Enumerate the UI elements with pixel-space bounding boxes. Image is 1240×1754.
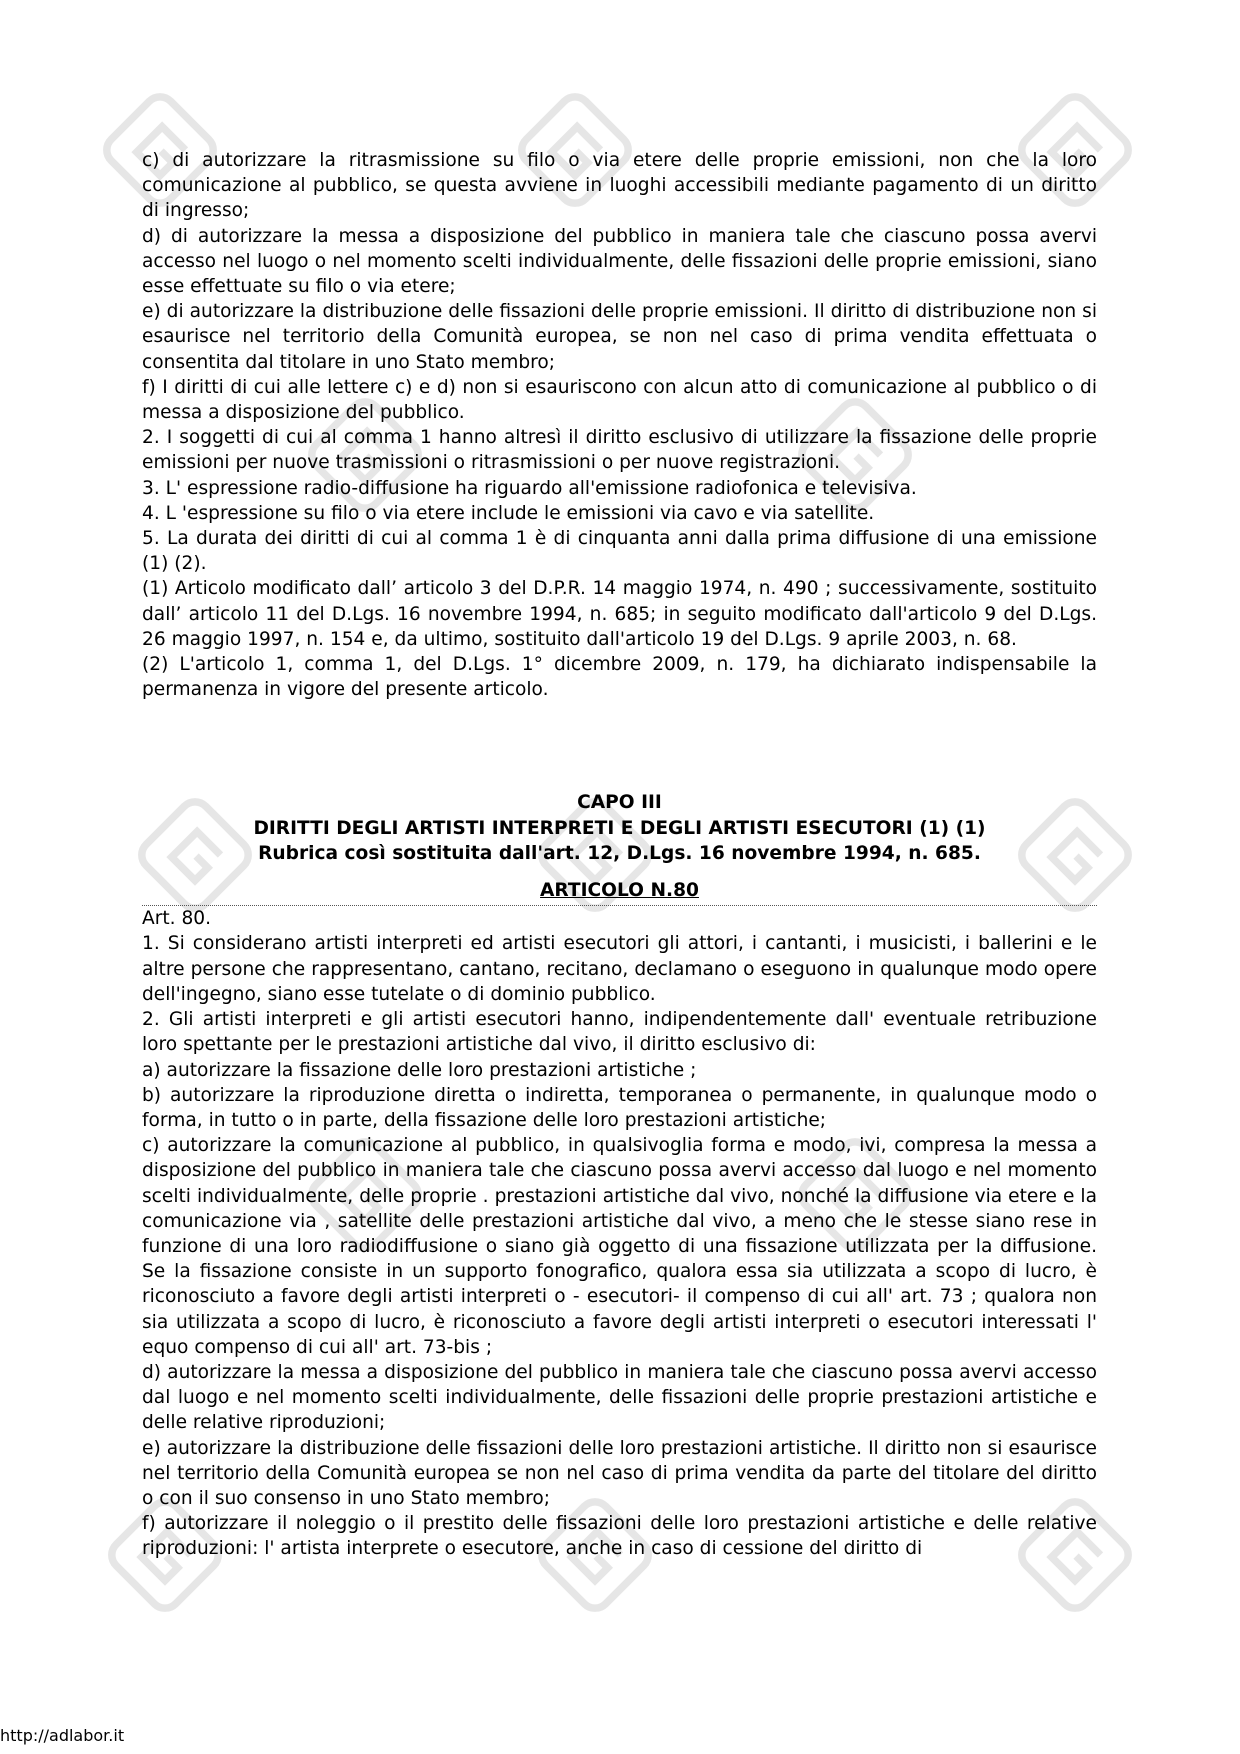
paragraph-d: d) di autorizzare la messa a disposizione del pubblico in maniera tale che ciascuno possa avervi accesso nel luogo o nel momento scelti individualmente, delle fissazioni delle proprie emissioni, siano esse effettuate su filo o via etere; <box>142 225 1097 298</box>
article-item-d: d) autorizzare la messa a disposizione del pubblico in maniera tale che ciascuno possa avervi accesso dal luogo e nel momento scelti individualmente, delle fissazioni delle proprie prestazioni artistiche e delle relative riproduzioni; <box>142 1361 1097 1434</box>
section-top <box>142 148 1097 702</box>
article-item-c: c) autorizzare la comunicazione al pubblico, in qualsivoglia forma e modo, ivi, compresa la messa a disposizione del pubblico in maniera tale che ciascuno possa avervi accesso dal luogo e nel momento scelti individualmente, delle proprie . prestazioni artistiche dal vivo, nonché la diffusione via etere e la comunicazione via , satellite delle prestazioni artistiche dal vivo, a meno che le stesse siano rese in funzione di una loro radiodiffusione o siano già oggetto di una fissazione utilizzata per la diffusione. Se la fissazione consiste in un supporto fonografico, qualora essa sia utilizzata a scopo di lucro, è riconosciuto a favore degli artisti interpreti o - esecutori- il compenso di cui all' art. 73 ; qualora non sia utilizzata a scopo di lucro, è riconosciuto a favore degli artisti interpreti o esecutori interessati l' equo compenso di cui all' art. 73-bis ; <box>142 1135 1097 1358</box>
footer-url[interactable]: http://adlabor.it <box>0 1726 125 1745</box>
footnote-2: (2) L'articolo 1, comma 1, del D.Lgs. 1° dicembre 2009, n. 179, ha dichiarato indispensabile la permanenza in vigore del presente articolo. <box>142 654 1097 701</box>
paragraph-comma-2: 2. I soggetti di cui al comma 1 hanno altresì il diritto esclusivo di utilizzare la fissazione delle proprie emissioni per nuove trasmissioni o ritrasmissioni o per nuove registrazioni. <box>142 427 1097 474</box>
paragraph-c: c) di autorizzare la ritrasmissione su filo o via etere delle proprie emissioni, non che la loro comunicazione al pubblico, se questa avviene in luoghi accessibili mediante pagamento di un diritto di ingresso; <box>142 150 1097 222</box>
article-item-e: e) autorizzare la distribuzione delle fissazioni delle loro prestazioni artistiche. Il diritto non si esaurisce nel territorio della Comunità europea se non nel caso di prima vendita da parte del titolare del diritto o con il suo consenso in uno Stato membro; <box>142 1437 1097 1509</box>
chapter-header <box>142 790 1097 866</box>
article-item-f: f) autorizzare il noleggio o il prestito delle fissazioni delle loro prestazioni artistiche e delle relative riproduzioni: l' artista interprete o esecutore, anche in caso di cessione del diritto di <box>142 1513 1097 1560</box>
article-paragraph-1: 1. Si considerano artisti interpreti ed artisti esecutori gli attori, i cantanti, i musicisti, i ballerini e le altre persone che rappresentano, cantano, recitano, declamano o eseguono in qualunque modo opere dell'ingegno, siano esse tutelate o di dominio pubblico. <box>142 933 1097 1005</box>
article-item-a: a) autorizzare la fissazione delle loro prestazioni artistiche ; <box>142 1059 697 1081</box>
article-label: Art. 80. <box>142 908 212 930</box>
paragraph-comma-3: 3. L' espressione radio-diffusione ha riguardo all'emissione radiofonica e televisiva. <box>142 477 917 499</box>
article-paragraph-2: 2. Gli artisti interpreti e gli artisti esecutori hanno, indipendentemente dall' eventuale retribuzione loro spettante per le prestazioni artistiche dal vivo, il diritto esclusivo di: <box>142 1009 1097 1056</box>
section-spacer <box>142 702 1097 790</box>
footnote-1: (1) Articolo modificato dall’ articolo 3 del D.P.R. 14 maggio 1974, n. 490 ; successivamente, sostituito dall’ articolo 11 del D.Lgs. 16 novembre 1994, n. 685; in seguito modificato dall'articolo 9 del D.Lgs. 26 maggio 1997, n. 154 e, da ultimo, sostituito dall'articolo 19 del D.Lgs. 9 aprile 2003, n. 68. <box>142 578 1097 650</box>
article-section <box>142 878 1097 1561</box>
paragraph-comma-4: 4. L 'espressione su filo o via etere include le emissioni via cavo e via satellite. <box>142 502 875 524</box>
chapter-title: DIRITTI DEGLI ARTISTI INTERPRETI E DEGLI ARTISTI ESECUTORI (1) (1) <box>253 817 986 839</box>
article-item-b: b) autorizzare la riproduzione diretta o indiretta, temporanea o permanente, in qualunque modo o forma, in tutto o in parte, della fissazione delle loro prestazioni artistiche; <box>142 1084 1097 1131</box>
paragraph-f: f) I diritti di cui alle lettere c) e d) non si esauriscono con alcun atto di comunicazione al pubblico o di messa a disposizione del pubblico. <box>142 376 1097 424</box>
paragraph-e: e) di autorizzare la distribuzione delle fissazioni delle proprie emissioni. Il diritto di distribuzione non si esaurisce nel territorio della Comunità europea, se non nel caso di prima vendita effettuata o consentita dal titolare in uno Stato membro; <box>142 301 1097 373</box>
document-body <box>142 148 1097 1562</box>
chapter-subtitle: Rubrica così sostituita dall'art. 12, D.Lgs. 16 novembre 1994, n. 685. <box>258 842 981 864</box>
paragraph-comma-5: 5. La durata dei diritti di cui al comma 1 è di cinquanta anni dalla prima diffusione di una emissione (1) (2). <box>142 528 1097 575</box>
article-heading: ARTICOLO N.80 <box>142 878 1097 906</box>
chapter-number: CAPO III <box>577 792 662 814</box>
